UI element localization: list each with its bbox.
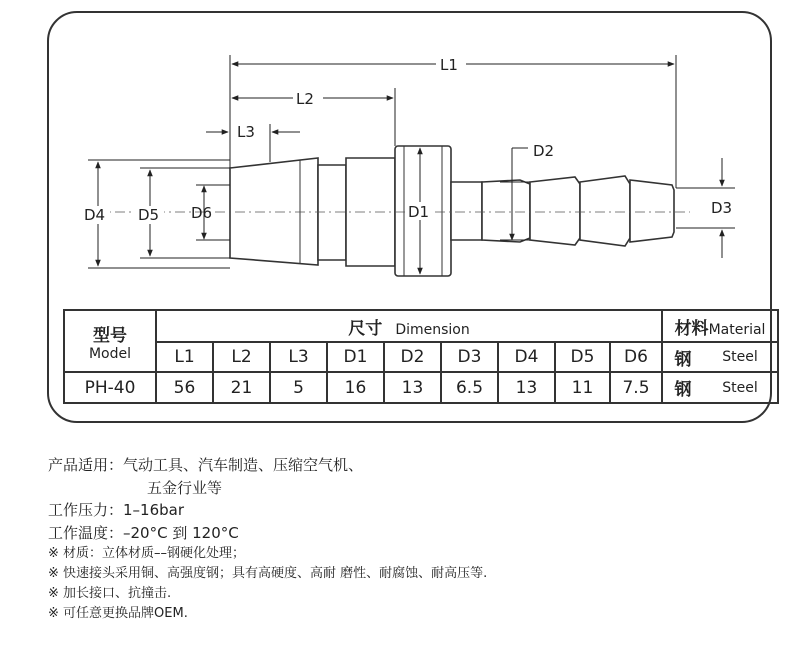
material-header-cn: 材料 (674, 318, 709, 339)
label-D2: D2 (533, 142, 555, 160)
col-header: L1 (156, 342, 213, 372)
material-cn: 钢 (662, 372, 703, 403)
model-header-cn: 型号 (93, 325, 127, 346)
col-header: D6 (610, 342, 662, 372)
pressure-label: 工作压力： (48, 501, 124, 519)
material-header-en: Material (708, 321, 766, 338)
material-en: Steel (703, 372, 778, 403)
material-header (662, 310, 778, 342)
value-cell: 16 (327, 372, 384, 403)
label-L1: L1 (440, 56, 458, 74)
temperature-label: 工作温度： (48, 523, 124, 542)
label-D1: D1 (408, 203, 430, 221)
col-header: L3 (270, 342, 327, 372)
application-line-2: 五金行业等 (147, 478, 223, 497)
application-line (48, 454, 487, 477)
value-cell: 21 (213, 372, 270, 403)
value-cell: 7.5 (610, 372, 662, 403)
label-L2: L2 (296, 90, 314, 108)
note-item: ※ 加长接口、抗撞击. (48, 586, 172, 601)
col-header: D5 (555, 342, 610, 372)
value-cell: 5 (270, 372, 327, 403)
note-item: ※ 可任意更换品牌OEM. (48, 606, 188, 621)
label-D6: D6 (191, 204, 213, 222)
spec-table (63, 309, 779, 404)
value-cell: 13 (498, 372, 555, 403)
product-notes (48, 454, 487, 624)
temperature-value: –20°C 到 120°C (123, 523, 239, 542)
col-header: D1 (327, 342, 384, 372)
temperature-line (48, 522, 487, 545)
col-header: D4 (498, 342, 555, 372)
value-cell: 56 (156, 372, 213, 403)
pressure-line (48, 499, 487, 522)
dimension-header (156, 310, 662, 342)
pressure-value: 1–16bar (123, 501, 185, 519)
dimension-header-en: Dimension (395, 321, 470, 338)
application-value: 气动工具、汽车制造、压缩空气机、 (123, 456, 364, 474)
col-header: L2 (213, 342, 270, 372)
application-label: 产品适用： (48, 456, 124, 474)
note-item: ※ 快速接头采用铜、高强度钢；具有高硬度、高耐 磨性、耐腐蚀、耐高压等. (48, 566, 488, 581)
model-header-en: Model (88, 345, 132, 362)
col-header: D2 (384, 342, 441, 372)
label-D3: D3 (711, 199, 733, 217)
label-D5: D5 (138, 206, 160, 224)
dimension-header-cn: 尺寸 (348, 318, 383, 339)
label-L3: L3 (237, 123, 255, 141)
value-cell: 13 (384, 372, 441, 403)
model-cell: PH-40 (64, 372, 156, 403)
value-cell: 6.5 (441, 372, 498, 403)
material-cn: 钢 (662, 342, 703, 372)
material-en: Steel (703, 342, 778, 372)
col-header: D3 (441, 342, 498, 372)
value-cell: 11 (555, 372, 610, 403)
table-row (64, 372, 778, 403)
note-item: ※ 材质：立体材质––钢硬化处理； (48, 546, 246, 561)
model-header (64, 310, 156, 372)
label-D4: D4 (84, 206, 106, 224)
coupling-outline (230, 146, 674, 276)
